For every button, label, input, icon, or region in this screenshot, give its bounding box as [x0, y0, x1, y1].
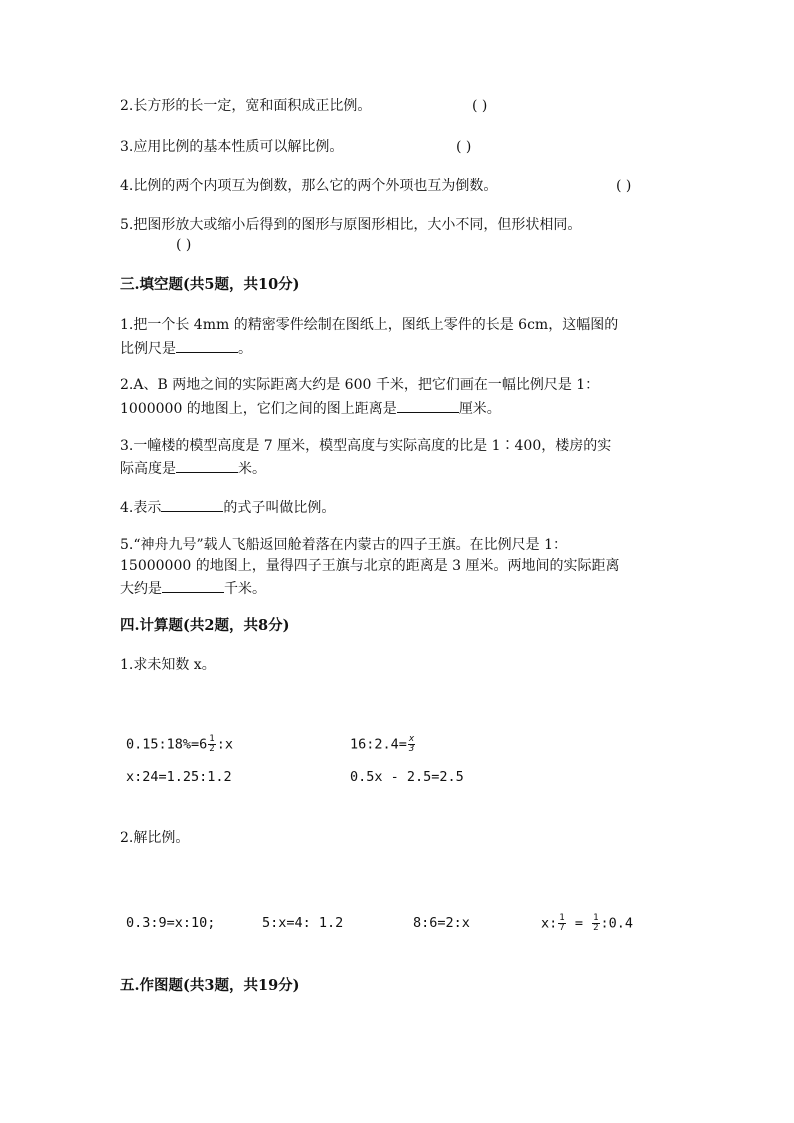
fill-q2-line1: 2.A、B 两地之间的实际距离大约是 600 千米，把它们画在一幅比例尺是 1： [120, 377, 600, 393]
calc-q1-label: 1.求未知数 x。 [120, 657, 216, 673]
fill-q3-line2 [120, 458, 266, 478]
fraction-numerator: 1 [209, 734, 215, 744]
calc-q2-eq4-fraction-1 [558, 914, 565, 933]
calc-q1-eq4: 0.5x - 2.5=2.5 [350, 769, 464, 785]
calc-q1-eq1-post: :x [216, 736, 233, 753]
fill-q2-line2 [120, 398, 501, 418]
fill-q3-line1: 3.一幢楼的模型高度是 7 厘米，模型高度与实际高度的比是 1∶400，楼房的实 [120, 438, 612, 454]
judge-q4-text: 4.比例的两个内项互为倒数，那么它的两个外项也互为倒数。 [120, 178, 498, 194]
fill-q2-pre: 1000000 的地图上，它们之间的图上距离是 [120, 401, 397, 417]
fraction-denominator: 3 [408, 744, 415, 754]
fill-q5-blank[interactable] [162, 578, 224, 593]
fill-q5-line3 [120, 578, 266, 598]
calc-q2-eq4-post: :0.4 [600, 915, 634, 932]
calc-q1-eq1 [126, 735, 233, 754]
calc-q1-eq1-pre: 0.15:18%=6 [126, 736, 208, 753]
calc-q2-eq4-fraction-2 [592, 914, 599, 933]
calc-q2-eq4 [541, 914, 633, 933]
fill-q1-post: 。 [238, 341, 252, 357]
fill-q3-pre: 际高度是 [120, 461, 176, 477]
fill-q4-blank[interactable] [161, 497, 223, 512]
judge-q3-text: 3.应用比例的基本性质可以解比例。 [120, 139, 344, 155]
fill-q5-post: 千米。 [224, 581, 266, 597]
calc-q2-eq1: 0.3:9=x:10; [126, 915, 216, 931]
fraction-numerator: 1 [593, 913, 599, 923]
fill-q1-line1: 1.把一个长 4mm 的精密零件绘制在图纸上，图纸上零件的长是 6cm，这幅图的 [120, 317, 619, 333]
calc-q1-eq3: x:24=1.25:1.2 [126, 769, 232, 785]
judge-q2-text: 2.长方形的长一定，宽和面积成正比例。 [120, 98, 372, 114]
section5-title: 五.作图题(共3题，共19分) [120, 977, 300, 994]
fill-q4-post: 的式子叫做比例。 [223, 500, 336, 516]
judge-q2-bracket[interactable]: ( ) [472, 98, 488, 114]
fill-q1-blank[interactable] [176, 338, 238, 353]
fill-q2-post: 厘米。 [458, 401, 501, 417]
calc-q2-eq4-equals: = [566, 915, 592, 932]
fill-q1-pre: 比例尺是 [120, 341, 176, 357]
fraction-numerator: 1 [559, 913, 565, 923]
judge-q3-bracket[interactable]: ( ) [456, 139, 472, 155]
section3-title: 三.填空题(共5题，共10分) [120, 276, 300, 293]
fill-q5-line1: 5.“神舟九号”载人飞船返回舱着落在内蒙古的四子王旗。在比例尺是 1： [120, 537, 568, 553]
judge-q5-text: 5.把图形放大或缩小后得到的图形与原图形相比，大小不同，但形状相同。 [120, 217, 582, 233]
fill-q5-pre: 大约是 [120, 581, 162, 597]
calc-q2-label: 2.解比例。 [120, 830, 190, 846]
fill-q5-line2: 15000000 的地图上，量得四子王旗与北京的距离是 3 厘米。两地间的实际距离 [120, 558, 620, 574]
fill-q4-pre: 4.表示 [120, 500, 162, 516]
judge-q4-bracket[interactable]: ( ) [616, 178, 632, 194]
calc-q1-eq2-fraction [408, 735, 415, 754]
calc-q1-eq1-fraction [208, 735, 215, 754]
section4-title: 四.计算题(共2题，共8分) [120, 617, 290, 634]
fraction-denominator: 7 [559, 923, 565, 933]
calc-q2-eq4-pre: x: [541, 915, 558, 932]
fill-q3-blank[interactable] [176, 458, 238, 473]
calc-q1-eq2 [350, 735, 416, 754]
calc-q2-eq2: 5:x=4: 1.2 [262, 915, 344, 931]
calc-q2-eq3: 8:6=2:x [413, 915, 470, 931]
calc-q1-eq2-pre: 16:2.4= [350, 736, 407, 753]
judge-q5-bracket[interactable]: ( ) [176, 237, 192, 253]
fraction-denominator: 2 [593, 923, 599, 933]
fraction-numerator: x [408, 734, 415, 744]
fill-q1-line2 [120, 338, 252, 358]
fill-q3-post: 米。 [238, 461, 266, 477]
fill-q4 [120, 497, 335, 517]
fraction-denominator: 2 [209, 744, 215, 754]
fill-q2-blank[interactable] [397, 398, 459, 413]
